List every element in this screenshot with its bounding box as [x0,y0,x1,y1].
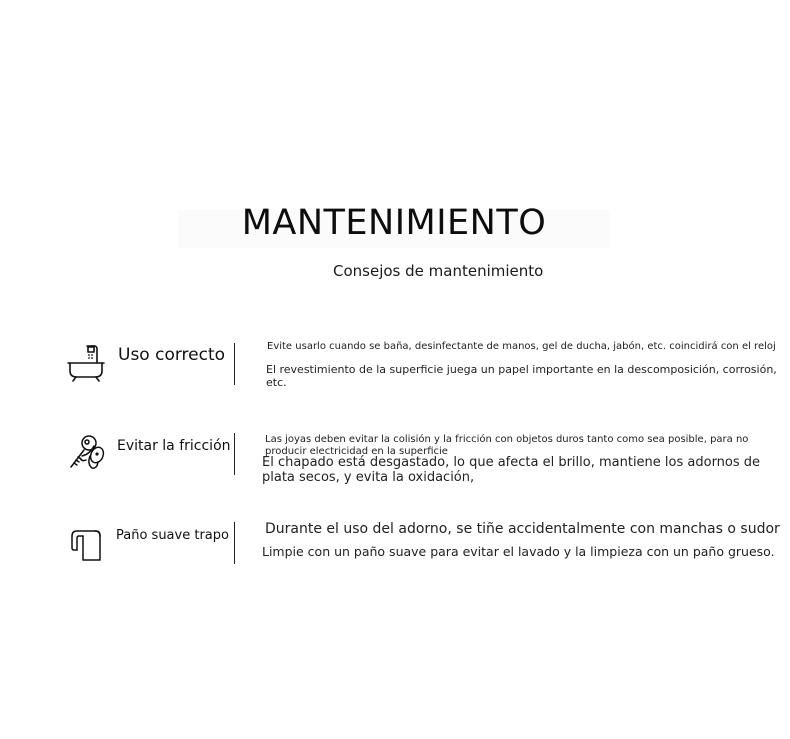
page-title: MANTENIMIENTO [241,203,547,243]
page-subtitle: Consejos de mantenimiento [333,262,544,280]
tip-line-1: Evite usarlo cuando se baña, desinfectante de manos, gel de ducha, jabón, etc. coincidirá con el reloj [267,341,776,352]
tip-line-2: El chapado está desgastado, lo que afecta el brillo, mantiene los adornos de plata secos, y evita la oxidación, [262,455,761,485]
tip-line-2: Limpie con un paño suave para evitar el lavado y la limpieza con un paño grueso. [262,544,775,559]
divider [234,522,235,564]
bathtub-icon [66,342,106,384]
tip-label: Uso correcto [118,345,226,365]
tip-line-1: Durante el uso del adorno, se tiñe accidentalmente con manchas o sudor [265,521,780,537]
divider [234,343,235,385]
keys-icon [68,434,108,474]
tip-label: Evitar la fricción [117,438,231,454]
tip-line-2: El revestimiento de la superficie juega un papel importante en la descomposición, corrosión, etc. [266,363,777,389]
divider [234,433,235,475]
tip-label: Paño suave trapo [116,528,229,543]
towel-icon [69,528,103,564]
tip-line-1: Las joyas deben evitar la colisión y la fricción con objetos duros tanto como sea posible, para no producir electricidad en la superficie [265,434,749,457]
